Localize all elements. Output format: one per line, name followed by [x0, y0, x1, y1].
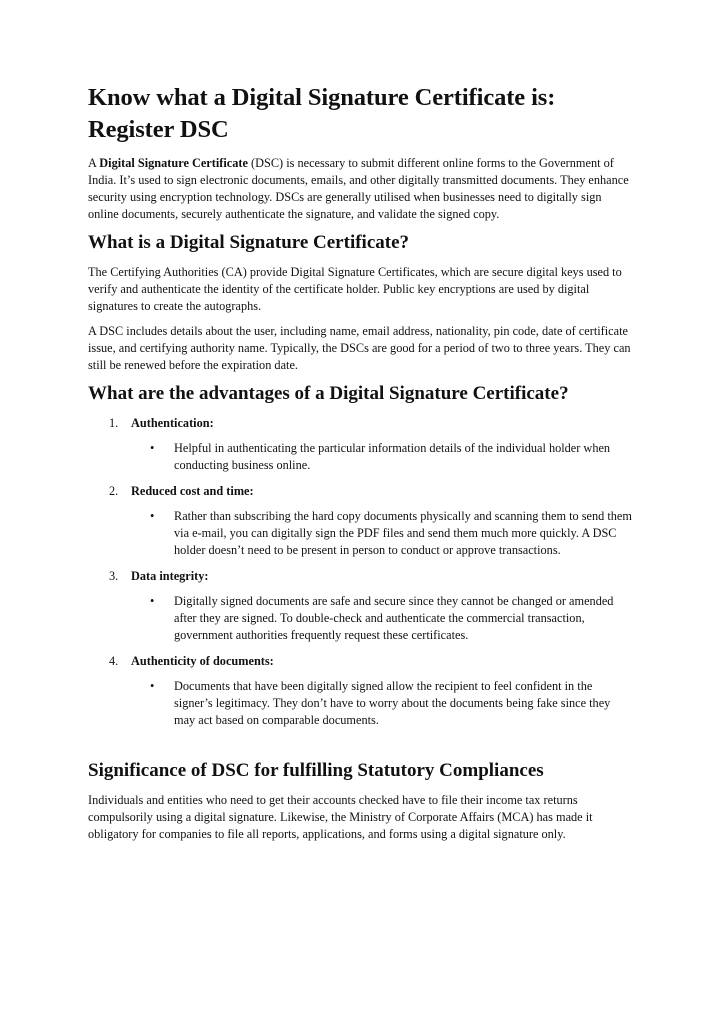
list-item	[88, 415, 633, 474]
list-item	[88, 653, 633, 729]
bullet-icon: •	[150, 441, 155, 455]
bullet-text: Rather than subscribing the hard copy documents physically and scanning them to send them via e-mail, you can digitally sign the PDF files and send them much more quickly. A DSC holder doesn’t need to be present in person to conduct or approve transactions.	[174, 509, 632, 557]
list-item-title: Authentication:	[131, 416, 214, 430]
section3-paragraph-1: Individuals and entities who need to get their accounts checked have to file their income tax returns compulsorily using a digital signature. Likewise, the Ministry of Corporate Affairs (MCA) has made it obligatory for companies to file all reports, applications, and forms using a digital signature only.	[88, 793, 593, 841]
list-number: 4.	[109, 654, 119, 668]
bullet-point	[88, 678, 633, 729]
list-item-heading	[88, 568, 633, 585]
page-title: Know what a Digital Signature Certificate is: Register DSC	[88, 84, 556, 143]
intro-rest: (DSC) is necessary to submit different online forms to the Government of India. It’s used to sign electronic documents, emails, and other digitally transmitted documents. They enhance security using encryption technology. DSCs are generally utilised when businesses need to digitally sign online documents, securely authenticate the signature, and validate the signed copy.	[88, 156, 629, 221]
bullet-point	[88, 593, 633, 644]
section1-paragraph-2: A DSC includes details about the user, including name, email address, nationality, pin code, date of certificate issue, and certifying authority name. Typically, the DSCs are good for a period of two to three years. They can still be renewed before the expiration date.	[88, 324, 631, 372]
list-number: 3.	[109, 569, 119, 583]
bullet-point	[88, 508, 633, 559]
advantages-list	[88, 415, 633, 729]
intro-prefix: A	[88, 156, 100, 170]
section1-paragraph-1: The Certifying Authorities (CA) provide Digital Signature Certificates, which are secure digital keys used to verify and authenticate the identity of the certificate holder. Public key encryptions are used by digital signatures to create the autographs.	[88, 265, 622, 313]
bullet-point	[88, 440, 633, 474]
list-item	[88, 568, 633, 644]
section-heading-what-is: What is a Digital Signature Certificate?	[88, 232, 410, 253]
list-item-title: Authenticity of documents:	[131, 654, 274, 668]
list-item-heading	[88, 415, 633, 432]
bullet-text: Digitally signed documents are safe and secure since they cannot be changed or amended after they are signed. To double-check and authenticate the commercial transaction, government authorities frequently request these certificates.	[174, 594, 614, 642]
list-item-title: Data integrity:	[131, 569, 209, 583]
section-heading-advantages: What are the advantages of a Digital Signature Certificate?	[88, 383, 569, 404]
list-item-title: Reduced cost and time:	[131, 484, 254, 498]
list-item	[88, 483, 633, 559]
list-item-heading	[88, 483, 633, 500]
section-heading-significance: Significance of DSC for fulfilling Statutory Compliances	[88, 760, 544, 781]
intro-paragraph	[88, 155, 633, 223]
bullet-icon: •	[150, 509, 155, 523]
list-number: 2.	[109, 484, 119, 498]
bullet-text: Documents that have been digitally signed allow the recipient to feel confident in the signer’s legitimacy. They don’t have to worry about the documents being fake since they may act based on comparable documents.	[174, 679, 611, 727]
list-number: 1.	[109, 416, 119, 430]
bullet-icon: •	[150, 679, 155, 693]
intro-bold-term: Digital Signature Certificate	[99, 156, 248, 170]
bullet-icon: •	[150, 594, 155, 608]
document-page	[88, 82, 633, 851]
bullet-text: Helpful in authenticating the particular information details of the individual holder when conducting business online.	[174, 441, 611, 472]
list-item-heading	[88, 653, 633, 670]
